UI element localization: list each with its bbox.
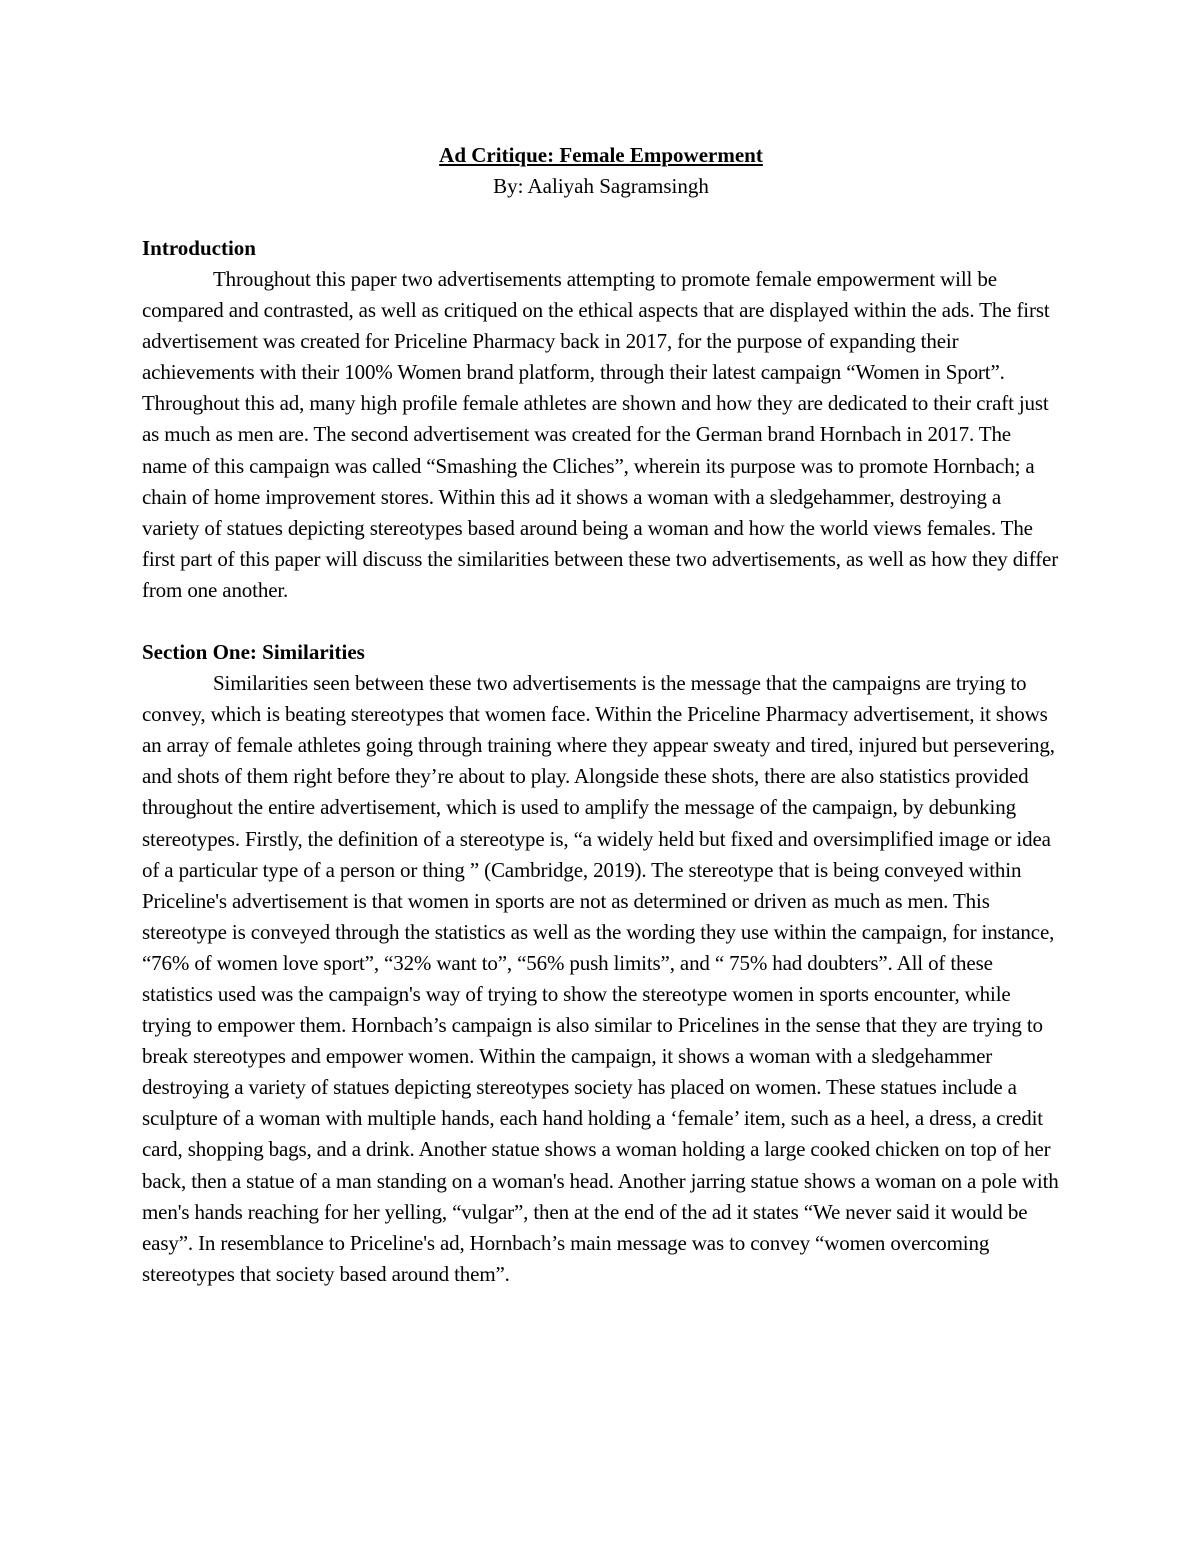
section-similarities xyxy=(142,637,1060,1290)
section-paragraph: Throughout this paper two advertisements attempting to promote female empowerment will be compared and contrasted, as well as critiqued on the ethical aspects that are displayed within the ads. The first advertisement was created for Priceline Pharmacy back in 2017, for the purpose of expanding their achievements with their 100% Women brand platform, through their latest campaign “Women in Sport”. Throughout this ad, many high profile female athletes are shown and how they are dedicated to their craft just as much as men are. The second advertisement was created for the German brand Hornbach in 2017. The name of this campaign was called “Smashing the Cliches”, wherein its purpose was to promote Hornbach; a chain of home improvement stores. Within this ad it shows a woman with a sledgehammer, destroying a variety of statues depicting stereotypes based around being a woman and how the world views females. The first part of this paper will discuss the similarities between these two advertisements, as well as how they differ from one another. xyxy=(142,267,1059,602)
document-title: Ad Critique: Female Empowerment xyxy=(439,143,763,167)
document-byline: By: Aaliyah Sagramsingh xyxy=(493,174,709,198)
section-introduction xyxy=(142,233,1060,606)
document-page xyxy=(142,140,1060,1321)
section-heading: Section One: Similarities xyxy=(142,640,365,665)
section-paragraph: Similarities seen between these two advertisements is the message that the campaigns are trying to convey, which is beating stereotypes that women face. Within the Priceline Pharmacy advertisement, it shows an array of female athletes going through training where they appear sweaty and tired, injured but persevering, and shots of them right before they’re about to play. Alongside these shots, there are also statistics provided throughout the entire advertisement, which is used to amplify the message of the campaign, by debunking stereotypes. Firstly, the definition of a stereotype is, “a widely held but fixed and oversimplified image or idea of a particular type of a person or thing ” (Cambridge, 2019). The stereotype that is being conveyed within Priceline's advertisement is that women in sports are not as determined or driven as much as men. This stereotype is conveyed through the statistics as well as the wording they use within the campaign, for instance, “76% of women love sport”, “32% want to”, “56% push limits”, and “ 75% had doubters”. All of these statistics used was the campaign's way of trying to show the stereotype women in sports encounter, while trying to empower them. Hornbach’s campaign is also similar to Pricelines in the sense that they are trying to break stereotypes and empower women. Within the campaign, it shows a woman with a sledgehammer destroying a variety of statues depicting stereotypes society has placed on women. These statues include a sculpture of a woman with multiple hands, each hand holding a ‘female’ item, such as a heel, a dress, a credit card, shopping bags, and a drink. Another statue shows a woman holding a large cooked chicken on top of her back, then a statue of a man standing on a woman's head. Another jarring statue shows a woman on a pole with men's hands reaching for her yelling, “vulgar”, then at the end of the ad it states “We never said it would be easy”. In resemblance to Priceline's ad, Hornbach’s main message was to convey “women overcoming stereotypes that society based around them”. xyxy=(142,671,1059,1286)
section-heading: Introduction xyxy=(142,236,256,260)
